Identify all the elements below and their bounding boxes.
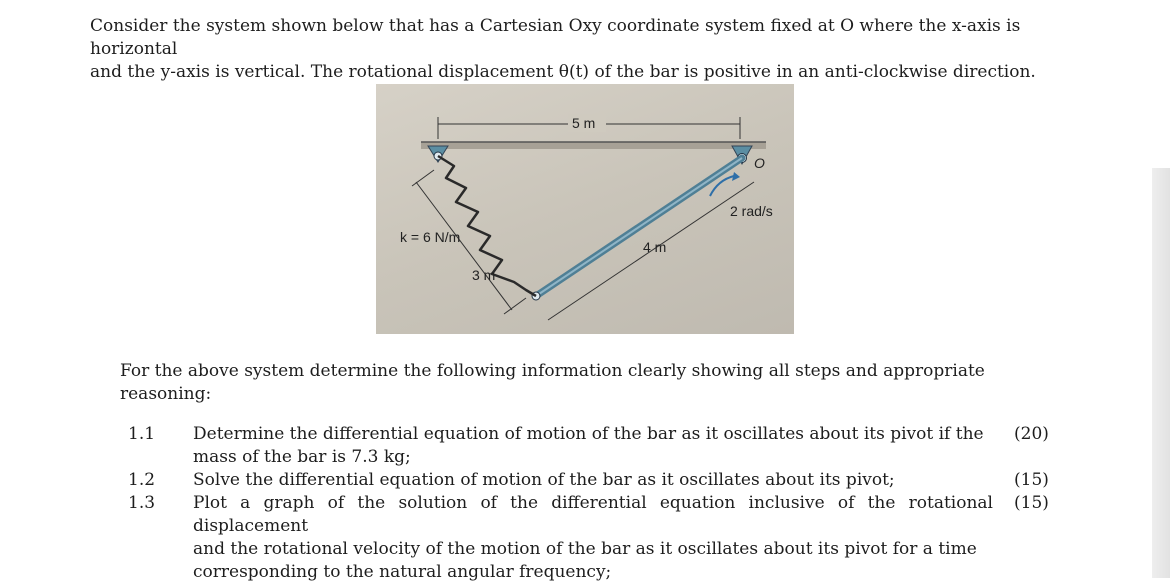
page-edge-shadow [1152, 168, 1170, 578]
question-text [193, 469, 993, 492]
angular-velocity-label: 2 rad/s [730, 203, 773, 219]
instructions: For the above system determine the following information clearly showing all steps and appropriate reasoning: [120, 361, 985, 404]
question-text [193, 423, 993, 469]
question-marks: (20) [1014, 424, 1049, 444]
question-line: mass of the bar is 7.3 kg; [193, 447, 411, 467]
ceiling-beam [421, 142, 766, 149]
system-figure [376, 84, 794, 334]
dimension-label-5m: 5 m [572, 115, 596, 131]
bar-highlight [536, 158, 742, 296]
pivot-label: O [754, 155, 765, 171]
question-line: Plot a graph of the solution of the differential equation inclusive of the rotational displacement [193, 493, 993, 536]
question-line: Determine the differential equation of motion of the bar as it oscillates about its pivot if the [193, 424, 984, 444]
question-line: and the rotational velocity of the motion of the bar as it oscillates about its pivot for a time [193, 539, 977, 559]
question-number: 1.1 [128, 424, 156, 444]
question-line: Solve the differential equation of motion of the bar as it oscillates about its pivot; [193, 470, 895, 490]
spring-dim-tick-b [504, 298, 526, 314]
spring-dim-tick-a [412, 170, 434, 186]
question-number: 1.2 [128, 470, 156, 490]
bar-length-label: 4 m [643, 239, 667, 255]
question-marks: (15) [1014, 470, 1049, 490]
question-number: 1.3 [128, 493, 156, 513]
system-diagram [376, 84, 794, 334]
intro-line-2: and the y-axis is vertical. The rotational displacement θ(t) of the bar is positive in an anti-clockwise direction. [90, 62, 1036, 82]
intro-line-1: Consider the system shown below that has a Cartesian Oxy coordinate system fixed at O where the x-axis is horizontal [90, 16, 1021, 59]
question-line: corresponding to the natural angular frequency; [193, 562, 612, 582]
spring-dimension-line [416, 182, 512, 310]
angular-velocity-arrowhead-icon [732, 172, 740, 181]
spring-length-label: 3 m [472, 267, 496, 283]
question-marks: (15) [1014, 493, 1049, 513]
spring-constant-label: k = 6 N/m [400, 229, 461, 245]
problem-statement [90, 15, 1090, 84]
question-text [193, 492, 993, 584]
